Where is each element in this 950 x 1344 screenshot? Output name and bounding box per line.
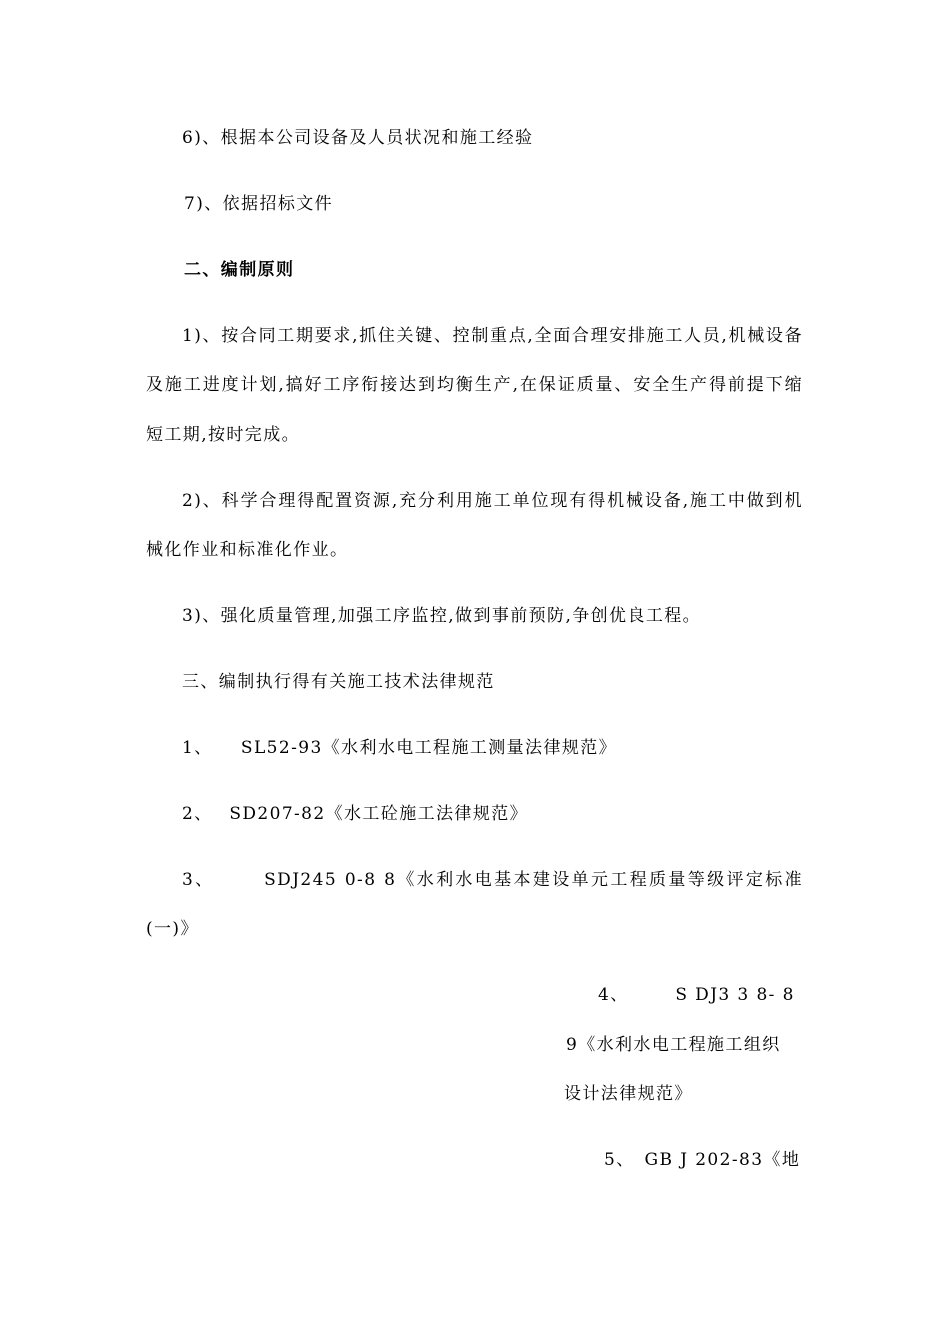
text-line: 3)、强化质量管理,加强工序监控,做到事前预防,争创优良工程。 (182, 606, 702, 626)
section-heading: 二、编制原则 (184, 260, 295, 280)
text-line: 4、 S DJ3 3 8- 8 (598, 985, 795, 1005)
text-line: 短工期,按时完成。 (146, 425, 301, 445)
text-line: 及施工进度计划,搞好工序衔接达到均衡生产,在保证质量、安全生产得前提下缩 (146, 375, 803, 395)
text-line: 2、 SD207-82《水工砼施工法律规范》 (182, 804, 529, 824)
text-line: (一)》 (146, 919, 199, 939)
text-line: 9《水利水电工程施工组织 (566, 1035, 781, 1055)
text-line: 7)、依据招标文件 (184, 194, 334, 214)
text-line: 2)、科学合理得配置资源,充分利用施工单位现有得机械设备,施工中做到机 (182, 491, 803, 511)
text-line: 设计法律规范》 (564, 1084, 693, 1104)
section-heading: 三、编制执行得有关施工技术法律规范 (182, 672, 495, 692)
text-line: 1、 SL52-93《水利水电工程施工测量法律规范》 (182, 738, 618, 758)
text-line: 1)、按合同工期要求,抓住关键、控制重点,全面合理安排施工人员,机械设备 (182, 326, 803, 346)
text-line: 5、 GB J 202-83《地 (604, 1150, 801, 1170)
text-line: 6)、根据本公司设备及人员状况和施工经验 (182, 128, 534, 148)
text-line: 械化作业和标准化作业。 (146, 540, 349, 560)
text-line: 3、 SDJ245 0-8 8《水利水电基本建设单元工程质量等级评定标准 (182, 870, 803, 890)
